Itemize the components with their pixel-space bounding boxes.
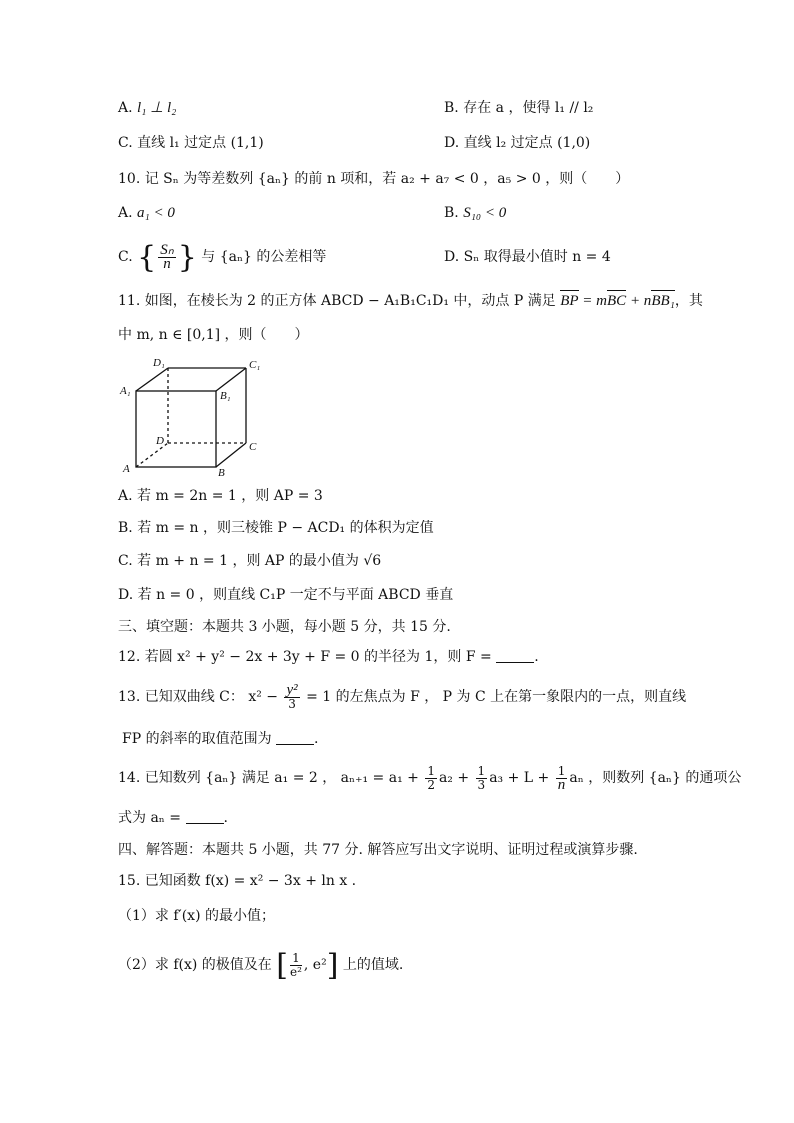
- label-b: B: [218, 467, 225, 479]
- section-3-heading: 三、填空题：本题共 3 小题，每小题 5 分，共 15 分.: [118, 619, 451, 635]
- q13-line1: [118, 680, 686, 714]
- q14-text-mid2: a₃ + L +: [489, 770, 550, 786]
- label-d: D: [156, 435, 164, 447]
- q10-option-a-label: A.: [118, 205, 133, 221]
- label-d1: D₁: [153, 357, 165, 369]
- right-brace: }: [177, 240, 197, 275]
- q11-stem-line1: [118, 291, 703, 311]
- q12-tail: .: [534, 649, 539, 665]
- q11-option-b: B. 若 m = n ，则三棱锥 P − ACD₁ 的体积为定值: [118, 520, 434, 536]
- label-c1: C₁: [249, 359, 261, 371]
- fraction-denominator: n: [557, 776, 566, 793]
- q13-fraction: [284, 681, 299, 711]
- q15-fraction: [290, 952, 302, 979]
- q11-option-a: A. 若 m = 2n = 1 ，则 AP = 3: [118, 488, 323, 504]
- q15-stem: 15. 已知函数 f(x) = x² − 3x + ln x .: [118, 873, 357, 889]
- label-a: A: [123, 463, 130, 475]
- section-4-heading: 四、解答题：本题共 5 小题，共 77 分. 解答应写出文字说明、证明过程或演算步骤.: [118, 842, 638, 858]
- q9-option-b-label: B.: [444, 100, 459, 116]
- q14-text-mid1: a₂ +: [438, 770, 470, 786]
- fraction-denominator: 3: [477, 777, 486, 792]
- label-b1: B₁: [220, 390, 231, 402]
- fraction-denominator: 2: [427, 777, 435, 792]
- q13-line2: [122, 729, 319, 749]
- cube-edge: [216, 368, 246, 391]
- q15-part2-pre: （2）求 f(x) 的极值及在: [118, 957, 272, 973]
- q9-option-c: [118, 133, 264, 153]
- q14-text-pre: 14. 已知数列 {aₙ} 满足 a₁ = 2 ， aₙ₊₁ = a₁ +: [118, 770, 419, 786]
- q11-stem-tail: ，其: [674, 293, 703, 309]
- label-a1: A₁: [120, 385, 131, 397]
- q10-option-c: [118, 242, 326, 273]
- fraction-denominator: n: [163, 255, 171, 272]
- q13-text-pre: 13. 已知双曲线 C： x² −: [118, 689, 279, 705]
- q10-option-d: [444, 247, 611, 267]
- q9-option-c-label: C.: [118, 135, 133, 151]
- q14-line2: [118, 808, 228, 828]
- q14-fraction-3: [556, 765, 568, 792]
- q9-option-a-text: l₁ ⊥ l₂: [137, 100, 177, 116]
- q14-fraction-1: [425, 765, 437, 792]
- label-c: C: [249, 441, 257, 453]
- q10-option-b-text: S₁₀ < 0: [463, 205, 507, 221]
- cube-edge: [136, 368, 168, 391]
- q14-fraction-2: [476, 765, 488, 792]
- q12: [118, 647, 539, 667]
- fraction-numerator: Sₙ: [160, 241, 174, 258]
- q13-answer-blank: [276, 730, 314, 745]
- vector-bb1: BB₁: [651, 293, 675, 309]
- q9-option-c-text: 直线 l₁ 过定点 (1,1): [137, 135, 264, 151]
- q10-option-d-text: Sₙ 取得最小值时 n = 4: [463, 249, 611, 265]
- fraction-numerator: 1: [427, 763, 435, 778]
- cube-front-face: [136, 391, 216, 467]
- q9-option-a: [118, 98, 176, 118]
- vector-bc: BC: [607, 293, 627, 309]
- q14-tail: .: [223, 810, 228, 826]
- q14-line2-text: 式为 aₙ =: [118, 810, 182, 826]
- q10-option-b-label: B.: [444, 205, 459, 221]
- q13-tail: .: [314, 731, 319, 747]
- right-bracket: ]: [326, 948, 339, 983]
- q10-option-c-text: 与 {aₙ} 的公差相等: [201, 249, 327, 265]
- q14-line1: [118, 760, 741, 796]
- q11-stem-text: 11. 如图，在棱长为 2 的正方体 ABCD − A₁B₁C₁D₁ 中，动点 P 满足: [118, 293, 556, 309]
- q10-option-c-label: C.: [118, 249, 133, 265]
- q9-option-d-label: D.: [444, 135, 460, 151]
- q15-part2: [118, 946, 403, 985]
- cube-edge: [216, 443, 246, 467]
- q9-option-d-text: 直线 l₂ 过定点 (1,0): [463, 135, 591, 151]
- q10-option-d-label: D.: [444, 249, 460, 265]
- q9-option-a-label: A.: [118, 100, 133, 116]
- q11-option-c: C. 若 m + n = 1 ，则 AP 的最小值为 √6: [118, 553, 382, 569]
- q12-answer-blank: [496, 648, 534, 663]
- left-bracket: [: [276, 948, 288, 983]
- vector-plus: + n: [626, 293, 652, 309]
- fraction-denominator: e²: [289, 964, 302, 979]
- q9-option-b: [444, 98, 593, 118]
- q15-interval-upper: , e²: [303, 957, 327, 973]
- q10-stem: 10. 记 Sₙ 为等差数列 {aₙ} 的前 n 项和，若 a₂ + a₇ < 0 ，a₅ > 0 ，则（ ）: [118, 171, 630, 187]
- fraction-numerator: 1: [477, 763, 486, 778]
- q11-stem-line2: 中 m, n ∈ [0,1] ，则（ ）: [118, 327, 309, 343]
- q14-answer-blank: [186, 809, 224, 824]
- vector-bp: BP: [560, 293, 579, 309]
- q13-text-post: = 1 的左焦点为 F ， P 为 C 上在第一象限内的一点，则直线: [306, 689, 687, 705]
- fraction-numerator: 1: [557, 763, 566, 778]
- q10-option-c-fraction: [158, 241, 175, 272]
- q13-line2-text: FP 的斜率的取值范围为: [122, 731, 272, 747]
- left-brace: {: [137, 240, 157, 275]
- vector-eq: = m: [578, 293, 608, 309]
- q9-option-d: [444, 133, 590, 153]
- q15-part1: （1）求 f′(x) 的最小值；: [118, 908, 275, 924]
- q11-option-d: D. 若 n = 0 ，则直线 C₁P 一定不与平面 ABCD 垂直: [118, 587, 454, 603]
- q10-option-a-text: a₁ < 0: [137, 205, 175, 221]
- q15-part2-post: 上的值域.: [342, 957, 404, 973]
- fraction-denominator: 3: [288, 696, 296, 711]
- fraction-numerator: y²: [286, 681, 298, 698]
- q14-text-post: aₙ ，则数列 {aₙ} 的通项公: [569, 770, 742, 786]
- q12-text: 12. 若圆 x² + y² − 2x + 3y + F = 0 的半径为 1，则 F =: [118, 649, 492, 665]
- q9-option-b-text: 存在 a ，使得 l₁ // l₂: [463, 100, 594, 116]
- fraction-numerator: 1: [290, 952, 302, 966]
- q10-option-a: [118, 203, 175, 223]
- cube-figure: [118, 355, 268, 480]
- q10-option-b: [444, 203, 506, 223]
